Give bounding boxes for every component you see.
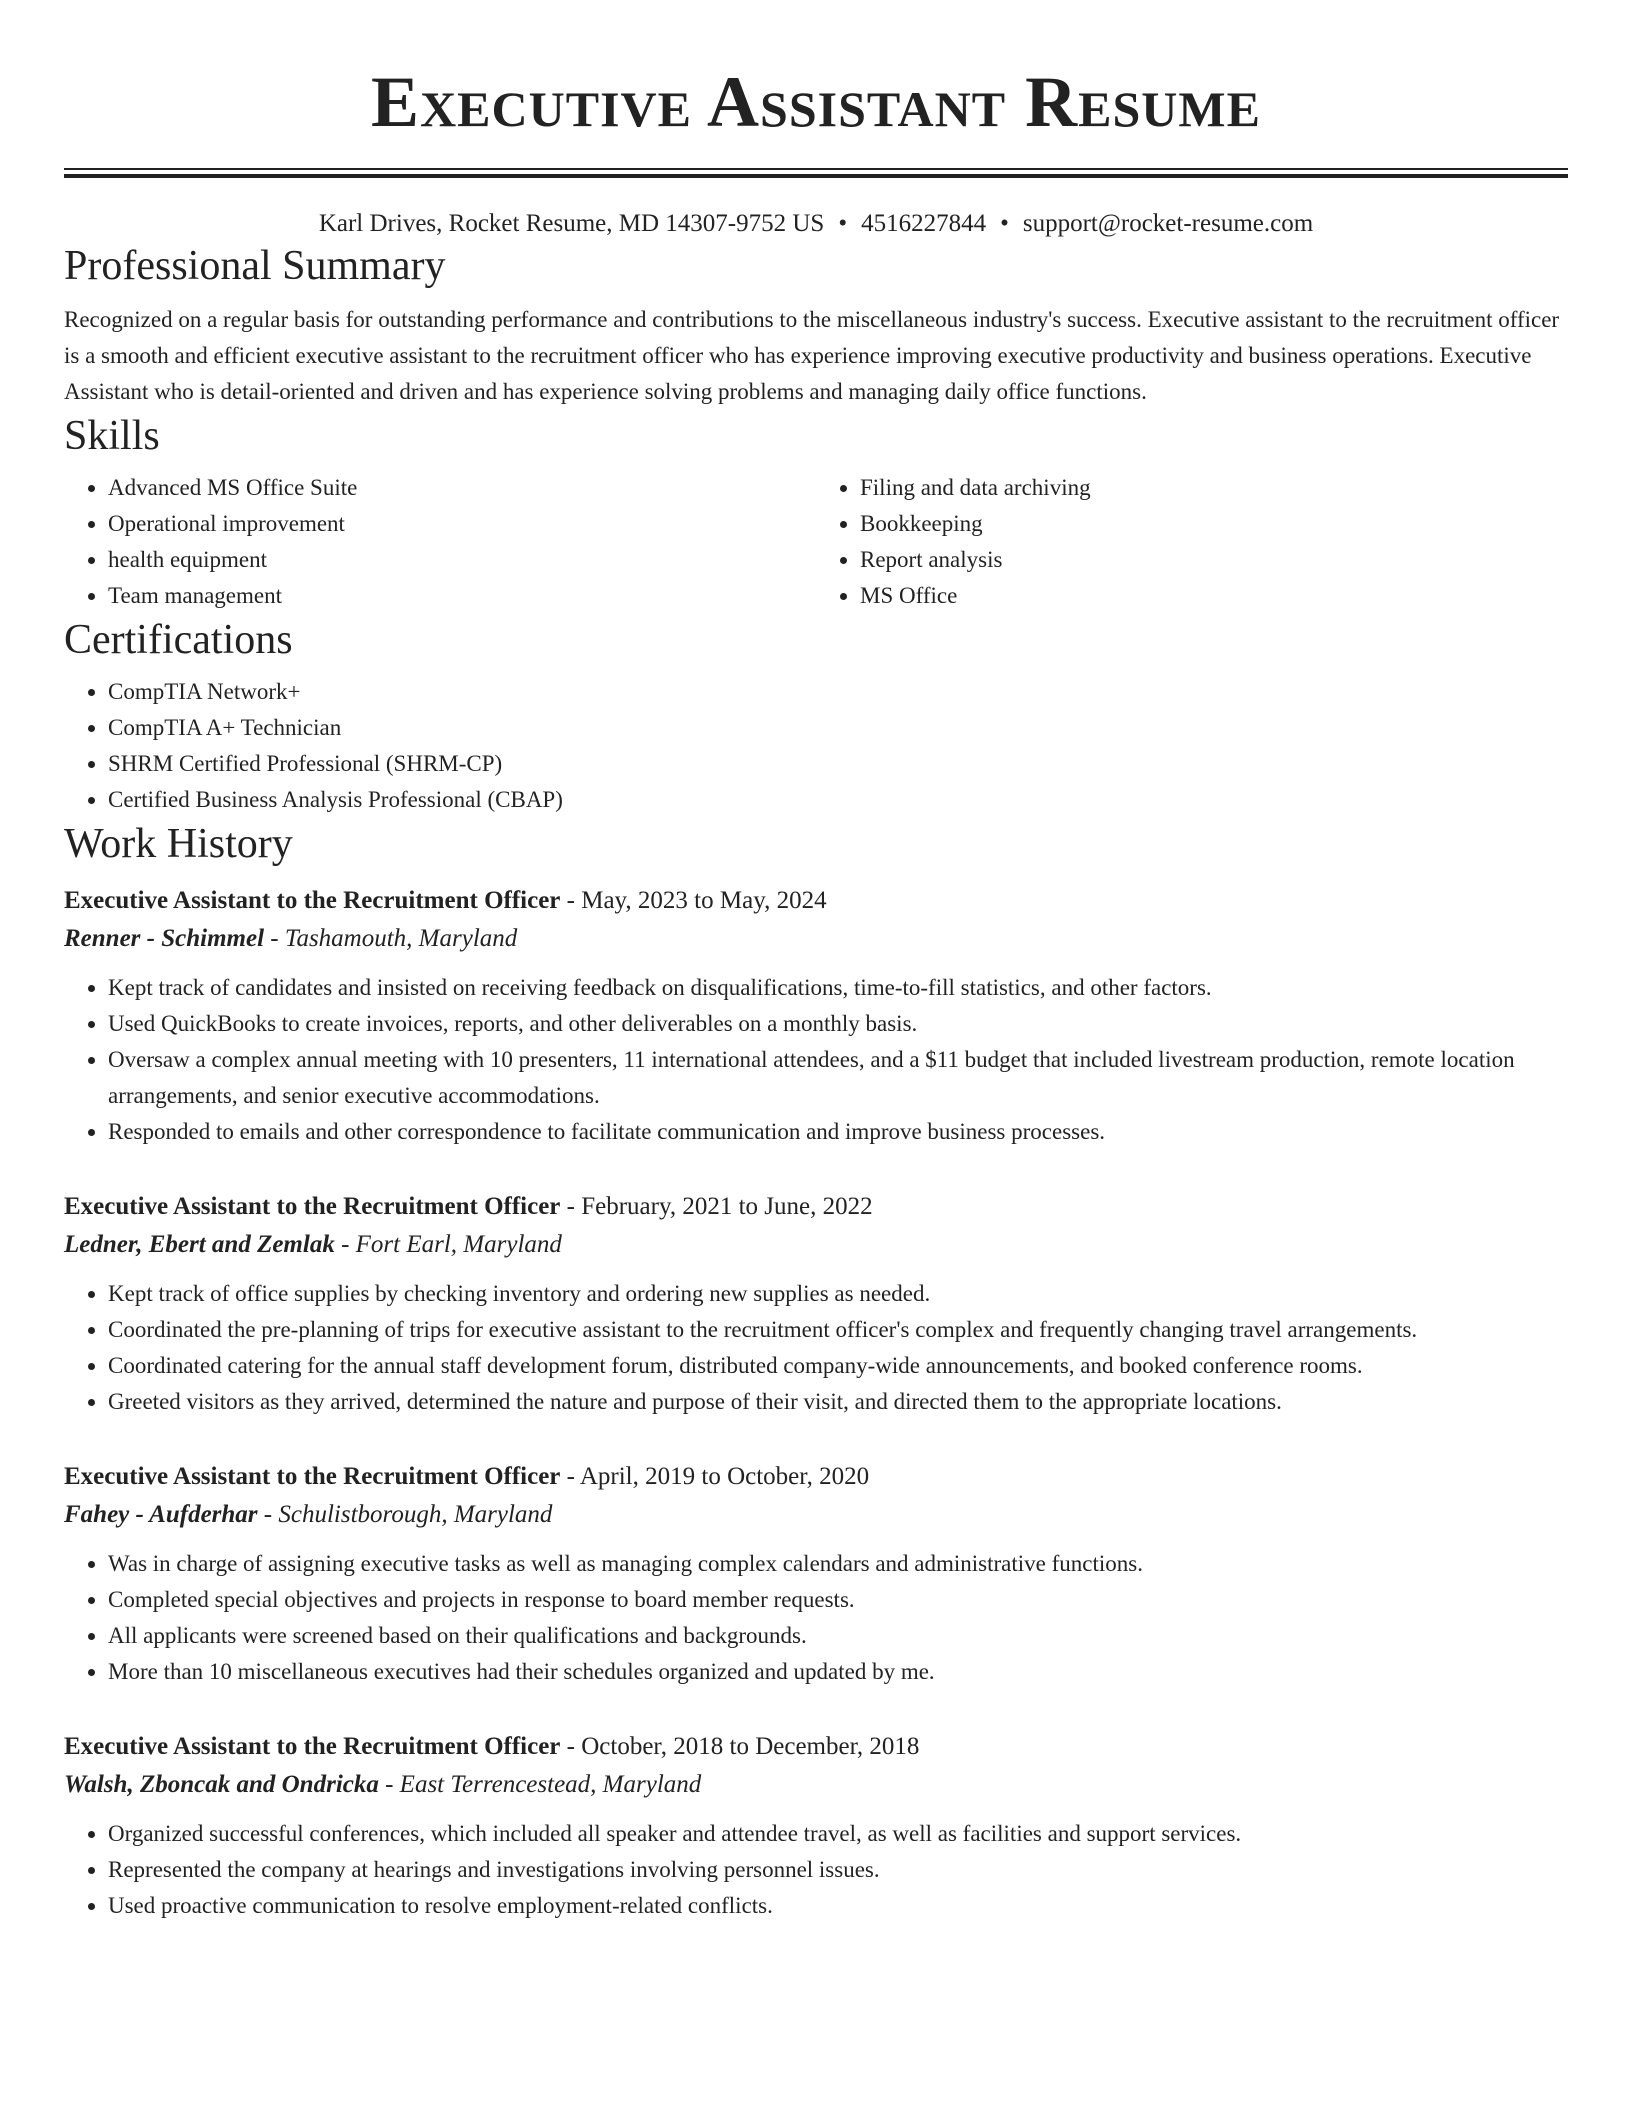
skill-item: • Operational improvement: [108, 506, 816, 542]
job-bullet: • More than 10 miscellaneous executives had their schedules organized and updated by me.: [108, 1654, 1568, 1690]
skill-item: • Bookkeeping: [860, 506, 1568, 542]
contact-address: Karl Drives, Rocket Resume, MD 14307-9752 US: [318, 210, 825, 237]
job-company: Walsh, Zboncak and Ondricka: [64, 1771, 379, 1798]
skills-columns: [64, 470, 1568, 614]
job-bullet: • Used proactive communication to resolve employment-related conflicts.: [108, 1888, 1568, 1924]
contact-line: [64, 208, 1568, 240]
job-header: [64, 882, 1568, 920]
job-bullet: • All applicants were screened based on their qualifications and backgrounds.: [108, 1618, 1568, 1654]
job-company-line: [64, 920, 1568, 958]
job-dates: - February, 2021 to June, 2022: [560, 1193, 873, 1220]
contact-phone: 4516227844: [861, 210, 987, 237]
skill-item: • MS Office: [860, 578, 1568, 614]
job-bullet: • Kept track of office supplies by checking inventory and ordering new supplies as needed.: [108, 1276, 1568, 1312]
job-bullet: • Used QuickBooks to create invoices, reports, and other deliverables on a monthly basis.: [108, 1006, 1568, 1042]
job-bullets: [64, 1816, 1568, 1924]
job-entry: [64, 882, 1568, 1150]
job-dates: - April, 2019 to October, 2020: [560, 1463, 870, 1490]
job-title: Executive Assistant to the Recruitment Officer: [64, 1193, 561, 1220]
certifications-list: [64, 674, 1568, 818]
skill-item: • Team management: [108, 578, 816, 614]
skill-item: • Advanced MS Office Suite: [108, 470, 816, 506]
job-title: Executive Assistant to the Recruitment Officer: [64, 1733, 561, 1760]
job-bullet: • Coordinated the pre-planning of trips for executive assistant to the recruitment officer's complex and frequently changing travel arrangements.: [108, 1312, 1568, 1348]
job-header: [64, 1728, 1568, 1766]
skills-list-left: [64, 470, 816, 614]
job-bullets: [64, 1546, 1568, 1690]
job-dates: - October, 2018 to December, 2018: [560, 1733, 920, 1760]
job-location: - Fort Earl, Maryland: [334, 1231, 562, 1258]
certification-item: • CompTIA Network+: [108, 674, 1568, 710]
job-header: [64, 1458, 1568, 1496]
job-bullet: • Represented the company at hearings and investigations involving personnel issues.: [108, 1852, 1568, 1888]
job-bullet: • Oversaw a complex annual meeting with 10 presenters, 11 international attendees, and a $11 budget that included livestream production, remote location arrangements, and senior executive accommodations.: [108, 1042, 1568, 1114]
job-company: Fahey - Aufderhar: [64, 1501, 258, 1528]
job-entry: [64, 1188, 1568, 1420]
work-history-heading: Work History: [64, 821, 293, 867]
title-divider: [64, 168, 1568, 179]
contact-email: support@rocket-resume.com: [1022, 210, 1314, 237]
job-title: Executive Assistant to the Recruitment Officer: [64, 1463, 561, 1490]
job-company: Renner - Schimmel: [64, 925, 265, 952]
job-company-line: [64, 1496, 1568, 1534]
job-bullets: [64, 970, 1568, 1150]
job-location: - Tashamouth, Maryland: [264, 925, 518, 952]
job-bullet: • Responded to emails and other correspondence to facilitate communication and improve business processes.: [108, 1114, 1568, 1150]
job-bullet: • Kept track of candidates and insisted on receiving feedback on disqualifications, time-to-fill statistics, and other factors.: [108, 970, 1568, 1006]
job-company: Ledner, Ebert and Zemlak: [64, 1231, 335, 1258]
job-bullet: • Greeted visitors as they arrived, determined the nature and purpose of their visit, and directed them to the appropriate locations.: [108, 1384, 1568, 1420]
job-bullet: • Organized successful conferences, which included all speaker and attendee travel, as well as facilities and support services.: [108, 1816, 1568, 1852]
certifications-heading: Certifications: [64, 617, 293, 663]
skill-item: • Filing and data archiving: [860, 470, 1568, 506]
skills-heading: Skills: [64, 413, 160, 459]
job-bullet: • Completed special objectives and projects in response to board member requests.: [108, 1582, 1568, 1618]
job-title: Executive Assistant to the Recruitment Officer: [64, 887, 561, 914]
summary-heading: Professional Summary: [64, 243, 446, 289]
job-bullet: • Coordinated catering for the annual staff development forum, distributed company-wide announcements, and booked conference rooms.: [108, 1348, 1568, 1384]
contact-separator: •: [1000, 210, 1009, 237]
job-location: - Schulistborough, Maryland: [257, 1501, 553, 1528]
job-bullets: [64, 1276, 1568, 1420]
contact-separator: •: [838, 210, 848, 237]
resume-title: Executive Assistant Resume: [371, 62, 1261, 142]
job-location: - East Terrencestead, Maryland: [378, 1771, 702, 1798]
job-company-line: [64, 1766, 1568, 1804]
skill-item: • health equipment: [108, 542, 816, 578]
job-company-line: [64, 1226, 1568, 1264]
job-entry: [64, 1728, 1568, 1924]
job-entry: [64, 1458, 1568, 1690]
summary-text: Recognized on a regular basis for outstanding performance and contributions to the miscellaneous industry's success. Executive assistant to the recruitment officer is a smooth and efficient executive assistant to the recruitment officer who has experience improving executive productivity and business operations. Executive Assistant who is detail-oriented and driven and has experience solving problems and managing daily office functions.: [64, 307, 1560, 404]
job-dates: - May, 2023 to May, 2024: [560, 887, 827, 914]
job-header: [64, 1188, 1568, 1226]
skills-list-right: [816, 470, 1568, 614]
job-bullet: • Was in charge of assigning executive tasks as well as managing complex calendars and administrative functions.: [108, 1546, 1568, 1582]
certification-item: • SHRM Certified Professional (SHRM-CP): [108, 746, 1568, 782]
skill-item: • Report analysis: [860, 542, 1568, 578]
certification-item: • CompTIA A+ Technician: [108, 710, 1568, 746]
certification-item: • Certified Business Analysis Professional (CBAP): [108, 782, 1568, 818]
